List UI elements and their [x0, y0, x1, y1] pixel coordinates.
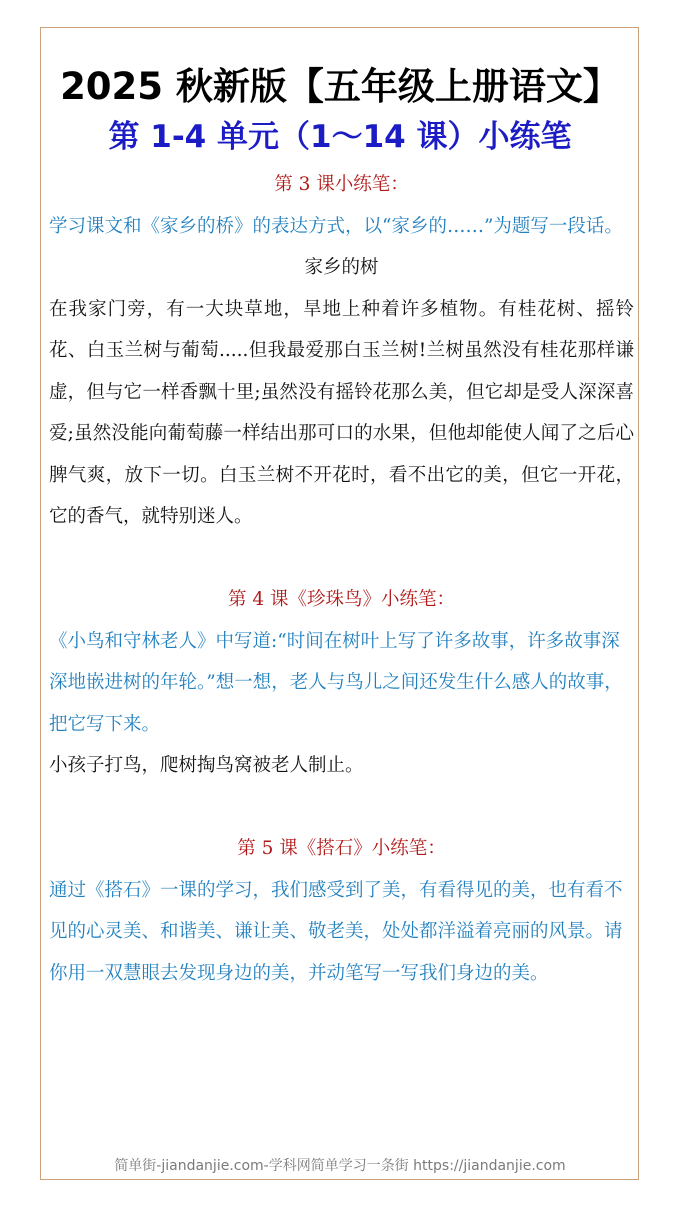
section-heading: 第 4 课《珍珠鸟》小练笔： [227, 589, 456, 610]
section-lesson-5 [49, 828, 634, 994]
section-heading: 第 3 课小练笔： [274, 174, 409, 195]
footer-watermark: 简单街-jiandanjie.com-学科网简单学习一条街 https://jiandanjie.com [114, 1158, 566, 1174]
sample-answer: 小孩子打鸟，爬树掏鸟窝被老人制止。 [49, 755, 364, 776]
essay-title: 家乡的树 [304, 257, 379, 278]
sample-answer: 在我家门旁，有一大块草地，旱地上种着许多植物。有桂花树、摇铃花、白玉兰树与葡萄.....但我最爱那白玉兰树!兰树虽然没有桂花那样谦虚，但与它一样香飘十里;虽然没有摇铃花那么美，但它却是受人深深喜爱;虽然没能向葡萄藤一样结出那可口的水果，但他却能使人闻了之后心脾气爽，放下一切。白玉兰树不开花时，看不出它的美，但它一开花，它的香气，就特别迷人。 [49, 298, 634, 527]
section-spacer [49, 787, 634, 829]
section-heading: 第 5 课《搭石》小练笔： [237, 838, 446, 859]
section-spacer [49, 538, 634, 580]
document-body [49, 164, 634, 994]
section-lesson-3 [49, 164, 634, 538]
writing-prompt: 通过《搭石》一课的学习，我们感受到了美，有看得见的美，也有看不见的心灵美、和谐美、谦让美、敬老美，处处都洋溢着亮丽的风景。请你用一双慧眼去发现身边的美，并动笔写一写我们身边的美。 [49, 879, 623, 984]
writing-prompt: 学习课文和《家乡的桥》的表达方式，以“家乡的……”为题写一段话。 [49, 215, 623, 237]
page-title: 2025 秋新版【五年级上册语文】 [60, 65, 620, 108]
page-subtitle: 第 1-4 单元（1～14 课）小练笔 [108, 119, 572, 155]
writing-prompt: 《小鸟和守林老人》中写道:“时间在树叶上写了许多故事，许多故事深深地嵌进树的年轮。”想一想，老人与鸟儿之间还发生什么感人的故事，把它写下来。 [49, 630, 623, 735]
section-lesson-4 [49, 579, 634, 787]
